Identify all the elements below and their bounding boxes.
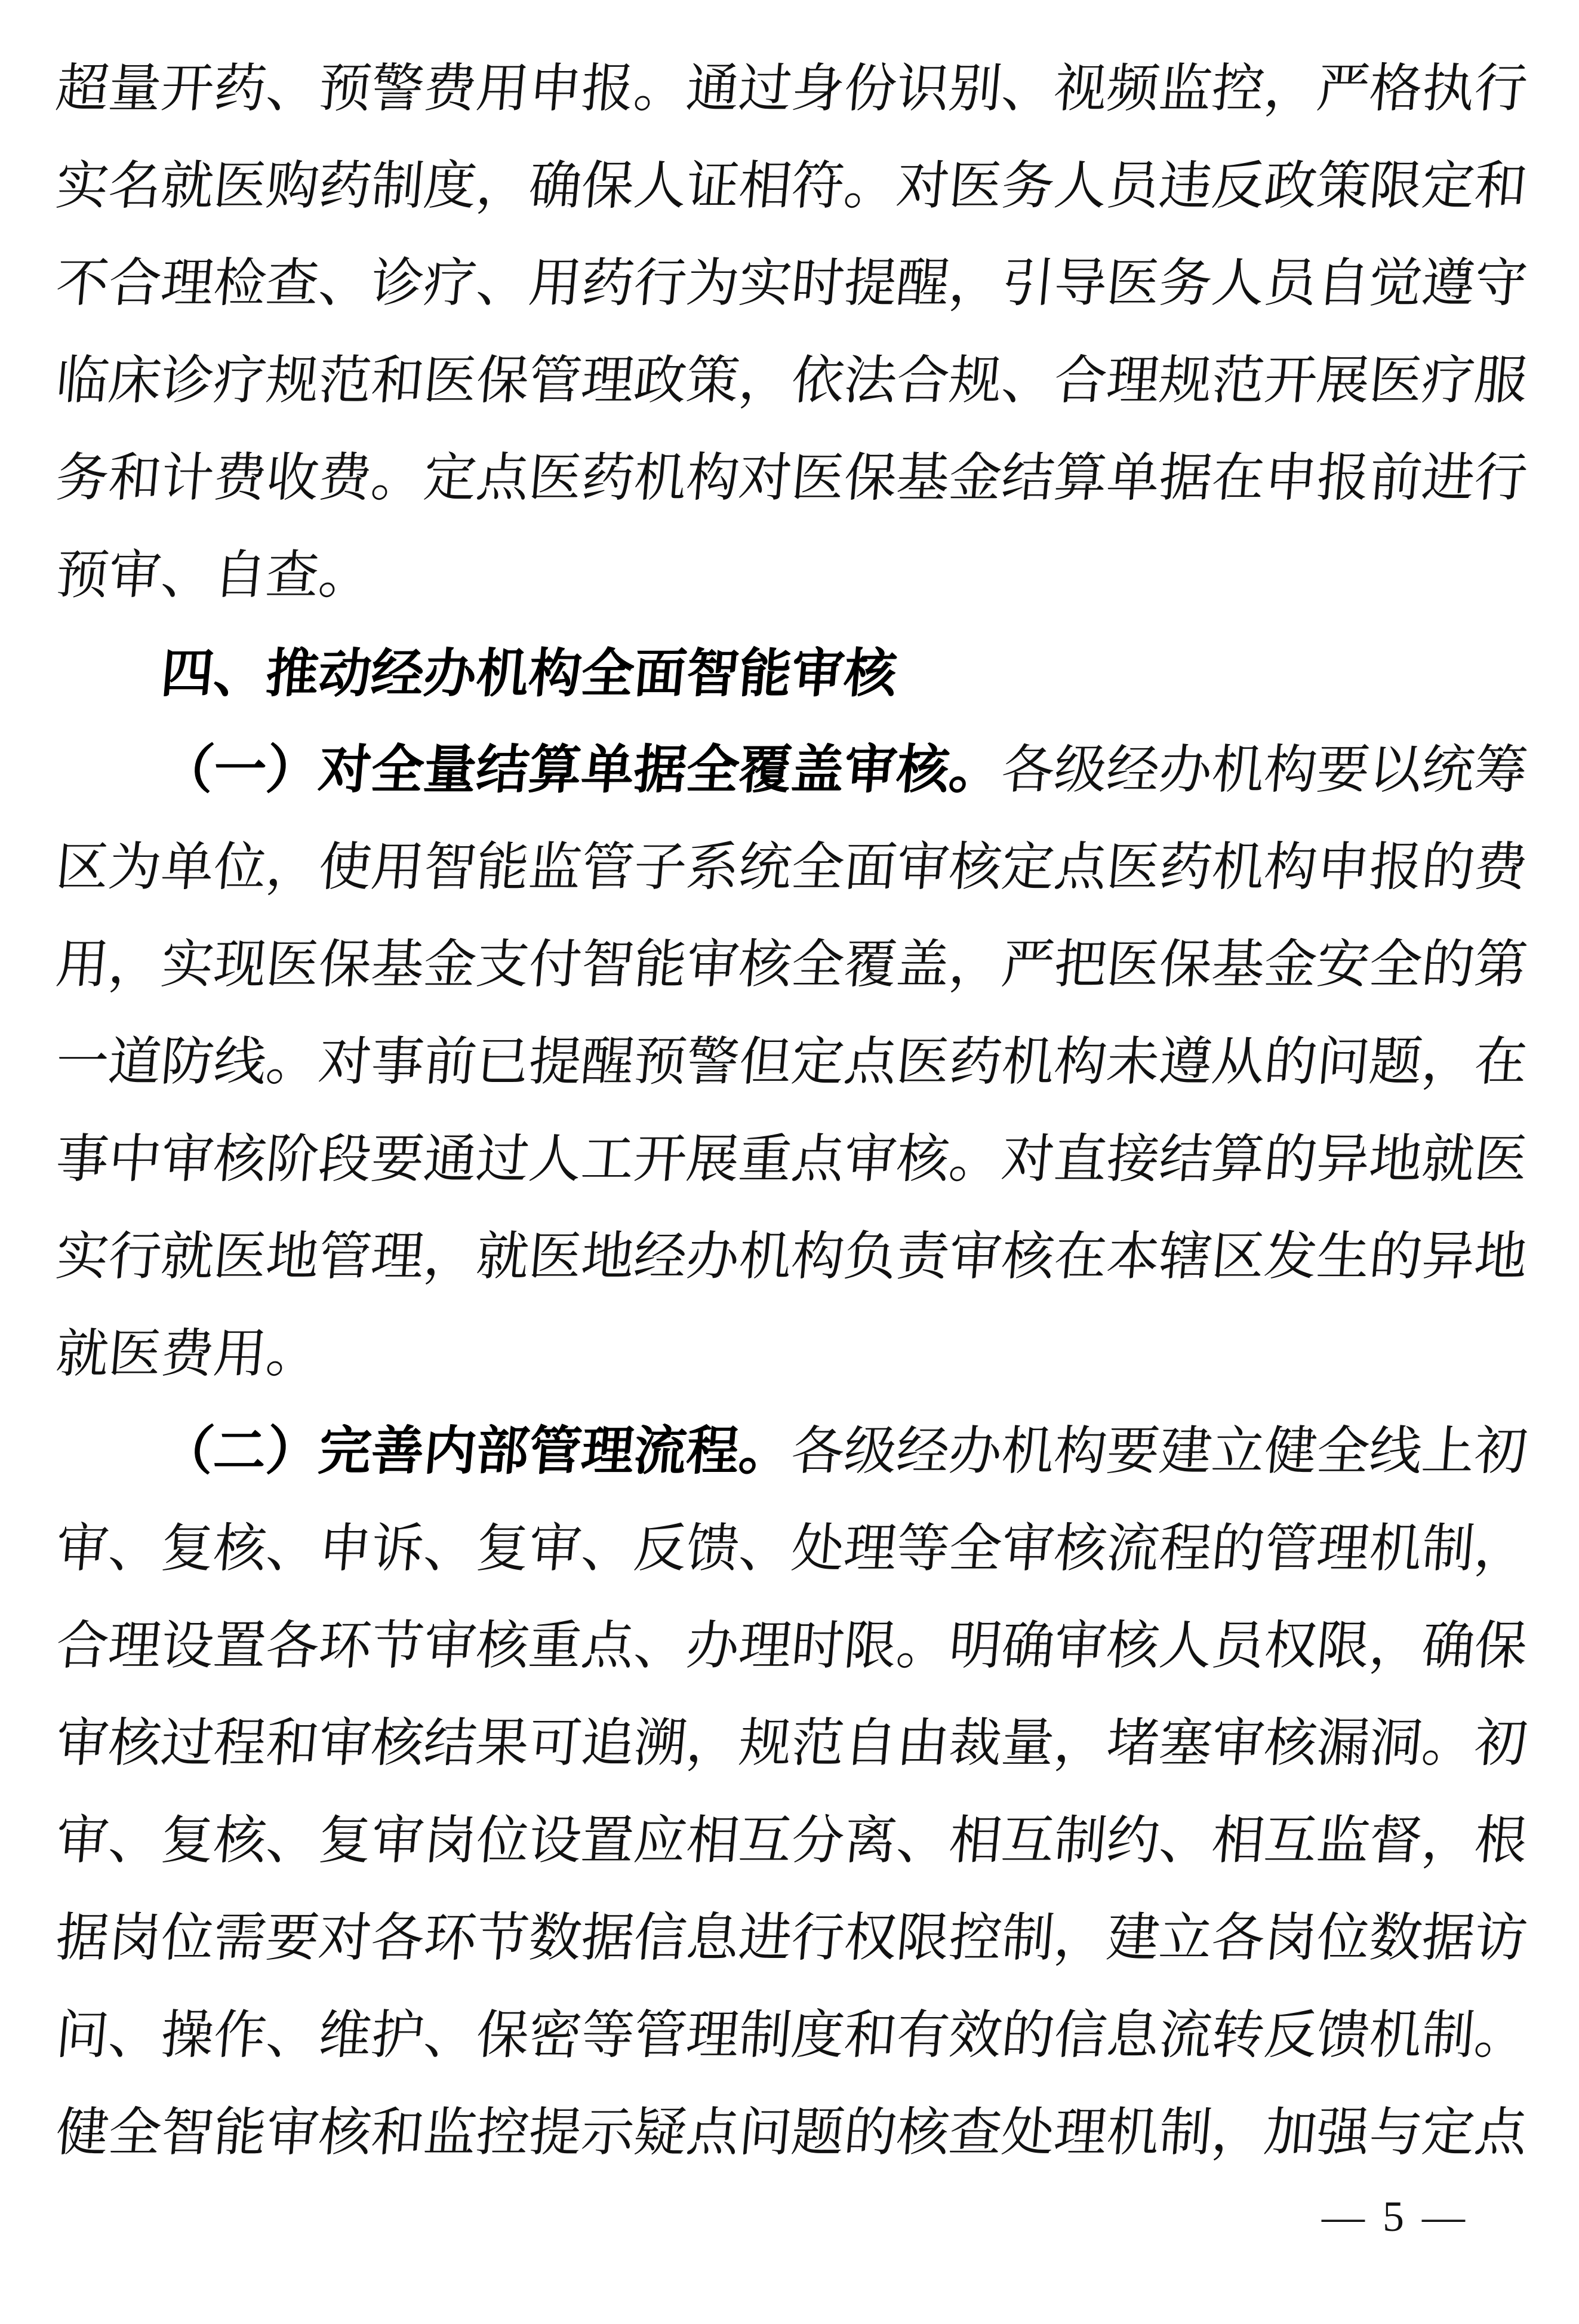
page-number: — 5 — — [1322, 2193, 1469, 2240]
document-body — [53, 41, 1530, 2182]
text-line: 不合理检查、诊疗、用药行为实时提醒，引导医务人员自觉遵守 — [53, 255, 1530, 313]
text-line: 审、复核、申诉、复审、反馈、处理等全审核流程的管理机制， — [53, 1520, 1530, 1578]
text-line: 实名就医购药制度，确保人证相符。对医务人员违反政策限定和 — [53, 158, 1530, 216]
text-line: 审核过程和审核结果可追溯，规范自由裁量，堵塞审核漏洞。初 — [53, 1715, 1530, 1773]
paragraph-rest: 各级经办机构要以统筹 — [999, 742, 1530, 800]
paragraph-lead: （二）完善内部管理流程。 — [158, 1423, 795, 1481]
paragraph-start-line — [52, 722, 1531, 819]
text-line: 事中审核阶段要通过人工开展重点审核。对直接结算的异地就医 — [53, 1131, 1530, 1189]
text-line: 合理设置各环节审核重点、办理时限。明确审核人员权限，确保 — [53, 1618, 1530, 1676]
text-line: 预审、自查。 — [53, 547, 374, 605]
text-line: 据岗位需要对各环节数据信息进行权限控制，建立各岗位数据访 — [53, 1910, 1530, 1968]
text-line: 用，实现医保基金支付智能审核全覆盖，严把医保基金安全的第 — [53, 936, 1530, 994]
text-line: 临床诊疗规范和医保管理政策，依法合规、合理规范开展医疗服 — [53, 352, 1530, 410]
text-line: 审、复核、复审岗位设置应相互分离、相互制约、相互监督，根 — [53, 1812, 1530, 1870]
text-line: 超量开药、预警费用申报。通过身份识别、视频监控，严格执行 — [53, 60, 1530, 118]
paragraph-rest: 各级经办机构要建立健全线上初 — [789, 1423, 1530, 1481]
text-line: 一道防线。对事前已提醒预警但定点医药机构未遵从的问题，在 — [53, 1034, 1530, 1092]
section-heading: 四、推动经办机构全面智能审核 — [158, 644, 900, 703]
text-line: 问、操作、维护、保密等管理制度和有效的信息流转反馈机制。 — [53, 2007, 1530, 2065]
text-line: 健全智能审核和监控提示疑点问题的核查处理机制，加强与定点 — [53, 2104, 1530, 2162]
text-line: 实行就医地管理，就医地经办机构负责审核在本辖区发生的异地 — [53, 1228, 1530, 1286]
paragraph-start-line — [52, 1403, 1531, 1501]
text-line: 务和计费收费。定点医药机构对医保基金结算单据在申报前进行 — [53, 450, 1530, 508]
text-line: 区为单位，使用智能监管子系统全面审核定点医药机构申报的费 — [53, 839, 1530, 897]
page-footer — [1264, 2152, 1469, 2281]
text-line: 就医费用。 — [53, 1326, 322, 1384]
paragraph-lead: （一）对全量结算单据全覆盖审核。 — [158, 742, 1005, 800]
